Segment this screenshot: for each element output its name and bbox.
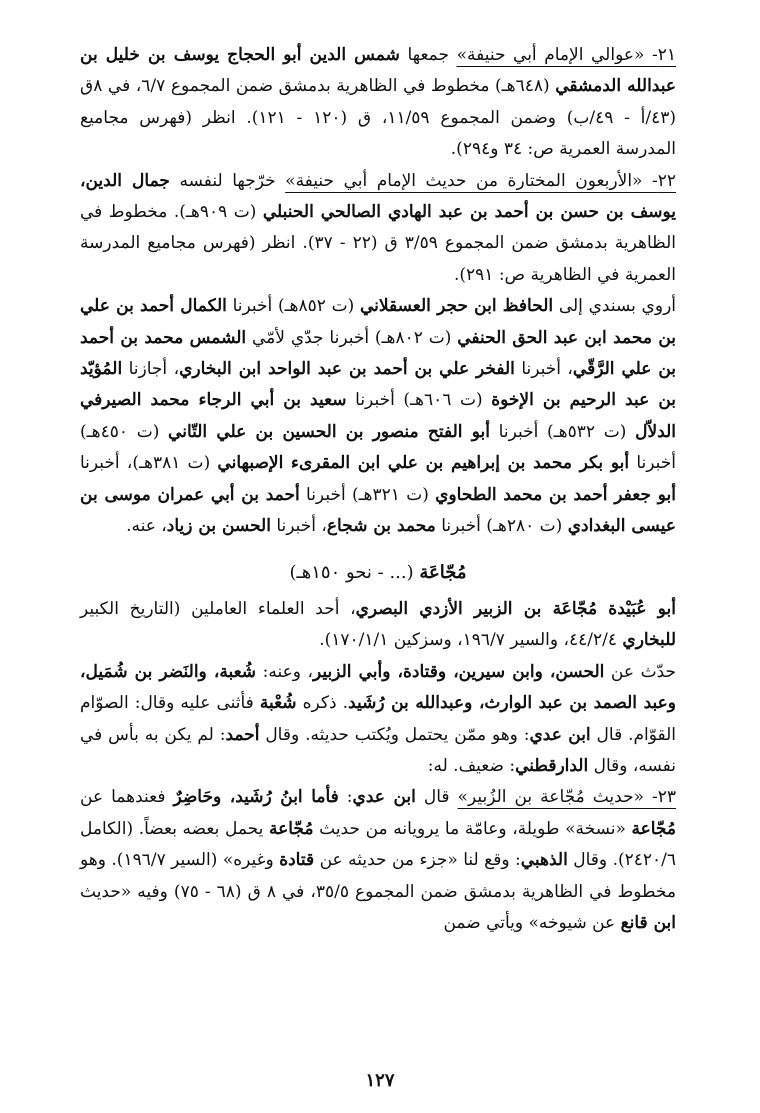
name-emphasis: مُجّاعة: [268, 818, 314, 839]
name-emphasis: محمد بن شجاع: [326, 516, 436, 537]
body-text: ، أجازنا: [122, 359, 180, 380]
name-emphasis: الدارقطني: [515, 755, 589, 776]
page-body: [80, 40, 676, 939]
heading-name: مُجّاعَة: [419, 561, 467, 583]
body-text: (ت ٨٠٢هـ) أخبرنا جدّي لأمّي: [246, 327, 458, 348]
name-emphasis: المُؤيّد بن عبد الرحيم بن الإخوة: [80, 359, 676, 411]
entries-section: [80, 40, 676, 543]
body-text: جمعها: [399, 45, 457, 65]
name-emphasis: ابن عدي: [352, 787, 416, 808]
name-emphasis: سعيد بن أبي الرجاء محمد الصيرفي الدلاّل: [80, 390, 676, 442]
name-emphasis: قتادة: [279, 850, 315, 871]
name-emphasis: الذهبي: [520, 850, 568, 871]
body-text: (ت ٤٥٠هـ) أخبرنا: [80, 421, 676, 474]
body-text: : لم يكن به بأس في نفسه، وقال: [80, 724, 676, 776]
name-emphasis: أبو الفتح منصور بن الحسين بن علي التّاني: [168, 421, 490, 442]
body-text: حدّث عن: [604, 661, 677, 682]
body-text: (ت ٨٥٢هـ) أخبرنا: [226, 296, 360, 317]
name-emphasis: أبو بكر محمد بن إبراهيم بن علي ابن المقرىء الإصبهاني: [217, 453, 630, 474]
entry-title: ٢١- «عوالي الإمام أبي حنيفة»: [456, 45, 676, 65]
name-emphasis: ابن قانع: [620, 912, 676, 933]
name-emphasis: الشمس محمد بن أحمد بن علي الرَّقّي: [80, 327, 677, 380]
body-text: عن شيوخه» ويأتي ضمن: [443, 912, 621, 933]
body-text: خرّجها لنفسه: [169, 170, 286, 191]
body-text: (ت ٥٣٢هـ) أخبرنا: [489, 421, 636, 442]
body-text: يحمل بعضه بعضاً. (الكامل ٢٤٢٠/٦). وقال: [80, 818, 676, 871]
name-emphasis: ابن عدي: [529, 724, 591, 745]
name-emphasis: للبخاري: [622, 630, 676, 651]
body-text: ، وعنه:: [256, 661, 313, 682]
name-emphasis: مُجّاعة: [631, 818, 677, 839]
name-emphasis: أحمد: [225, 724, 260, 745]
body-text: أروي بسندي إلى: [553, 296, 676, 317]
body-text: ، أخبرنا: [514, 359, 573, 380]
name-emphasis: شُعْبة: [259, 693, 297, 714]
name-emphasis: أبو جعفر أحمد بن محمد الطحاوي: [435, 484, 676, 505]
body-text: ، عنه.: [126, 516, 167, 537]
body-text: : وقع لنا «جزء من حديثه عن: [314, 850, 521, 871]
body-text: ، أحد العلماء العاملين (التاريخ الكبير: [80, 598, 356, 619]
body-text: «نسخة» طويلة، وعامّة ما يرويانه من حديث: [313, 818, 632, 839]
body-text: (ت ٦٠٦هـ) أخبرنا: [346, 390, 492, 411]
isnad: [80, 291, 676, 542]
page-number: ١٢٧: [365, 1070, 395, 1091]
body-text: فأثنى عليه وقال: الصوّام القوّام. قال: [80, 693, 677, 745]
name-emphasis: شمس الدين أبو الحجاج يوسف بن خليل بن عبدالله الدمشقي: [80, 45, 676, 97]
name-emphasis: فأما ابنُ رُشَيد، وحَاضِرٌ: [173, 787, 339, 808]
entry-22: [80, 166, 676, 292]
body-text: (٦٤٨هـ) مخطوط في الظاهرية بدمشق ضمن المجموع ٦/٧، في ٨ق (٤٣/أ - ٤٩/ب) وضمن المجموع ١١/٥٩، ق (١٢٠ - ١٢١). انظر (فهرس مجاميع المدرسة العمرية ص: ٣٤ و٢٩٤).: [80, 76, 676, 160]
body-text: :: [338, 787, 353, 808]
bio-2: [80, 657, 676, 783]
body-text: : وهو ممّن يحتمل ويُكتب حديثه. وقال: [259, 724, 530, 745]
entry-23: [80, 782, 676, 939]
name-emphasis: جمال الدين، يوسف بن حسن بن أحمد بن عبد الهادي الصالحي الحنبلي: [80, 170, 677, 223]
body-text: : ضعيف. له:: [427, 755, 516, 776]
name-emphasis: الفخر علي بن أحمد بن عبد الواحد ابن البخاري: [179, 359, 515, 380]
name-emphasis: الحافظ ابن حجر العسقلاني: [359, 296, 554, 317]
body-text: ٤٤/٢/٤، والسير ١٩٦/٧، وسزكين ١٧٠/١/١).: [319, 630, 623, 651]
name-emphasis: شُعبة، والنَضر بن شُمَيل، وعبد الصمد بن عبد الوارث، وعبدالله بن رُشَيد: [80, 661, 676, 714]
body-text: . ذكره: [296, 693, 349, 714]
body-text: قال: [415, 787, 458, 808]
entry-21: [80, 40, 676, 166]
section-heading: [80, 557, 676, 588]
name-emphasis: الكمال أحمد بن علي بن محمد ابن عبد الحق الحنفي: [80, 296, 676, 348]
body-text: (ت ٢٨٠هـ) أخبرنا: [435, 516, 568, 537]
body-text: ، أخبرنا: [270, 516, 327, 537]
entry-title: ٢٢- «الأربعون المختارة من حديث الإمام أبي حنيفة»: [285, 170, 676, 191]
body-text: (ت ٣٨١هـ)، أخبرنا: [80, 453, 218, 474]
biography-section: [80, 594, 676, 939]
name-emphasis: أبو عُبَيْدة مُجّاعَة بن الزبير الأزدي البصري: [355, 598, 676, 619]
bio-1: [80, 594, 676, 657]
name-emphasis: الحسن، وابن سيرين، وقتادة، وأبي الزبير: [312, 661, 605, 682]
heading-dates: (... - نحو ١٥٠هـ): [289, 561, 414, 583]
name-emphasis: الحسن بن زياد: [166, 516, 271, 537]
body-text: (ت ٣٢١هـ) أخبرنا: [299, 484, 436, 505]
body-text: فعندهما عن: [80, 787, 174, 808]
name-emphasis: أحمد بن أبي عمران موسى بن عيسى البغدادي: [80, 484, 676, 537]
body-text: وغيره» (السير ١٩٦/٧). وهو مخطوط في الظاهرية بدمشق ضمن المجموع ٣٥/٥، في ٨ ق (٦٨ - ٧٥) وفيه «حديث: [80, 850, 677, 902]
entry-title: ٢٣- «حديث مُجّاعة بن الزُبير»: [457, 787, 677, 808]
body-text: (ت ٩٠٩هـ). مخطوط في الظاهرية بدمشق ضمن المجموع ٣/٥٩ ق (٢٢ - ٣٧). انظر (فهرس مجاميع المدرسة العمرية في الظاهرية ص: ٢٩١).: [80, 202, 676, 285]
